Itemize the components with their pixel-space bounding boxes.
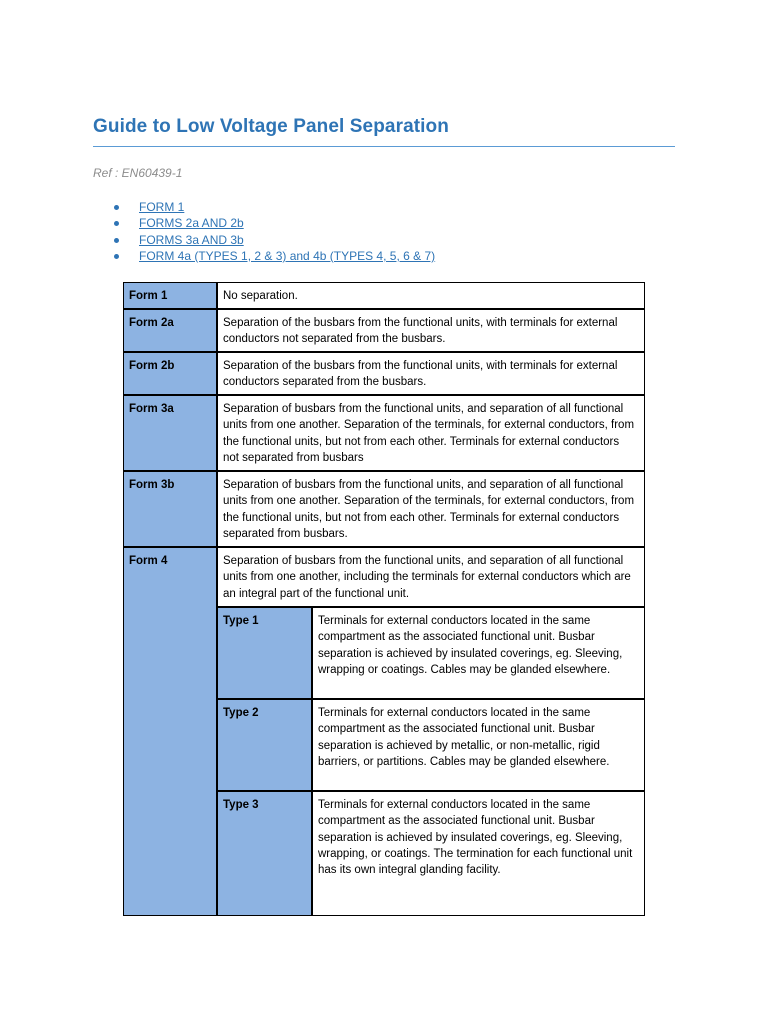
type-description-text: Terminals for external conductors located in the same compartment as the associated functional unit. Busbar separation is achieved by insulated coverings, eg. Sleeving, wrapping, or coatings. The termination for each functional unit has its own integral glanding facility. [318, 799, 633, 877]
list-item [112, 248, 435, 264]
page-title: Guide to Low Voltage Panel Separation [93, 116, 449, 137]
link-form-4[interactable]: FORM 4a (TYPES 1, 2 & 3) and 4b (TYPES 4, 5, 6 & 7) [139, 248, 436, 263]
type-description-text: Terminals for external conductors located in the same compartment as the associated functional unit. Busbar separation is achieved by insulated coverings, eg. Sleeving, wrapping or coatings. Cables may be glanded elsewhere. [318, 615, 623, 676]
form-description-text: Separation of busbars from the functional units, and separation of all functional units from one another, including the terminals for external conductors which are an integral part of the functional unit. [223, 555, 631, 600]
type-label [217, 791, 312, 916]
list-item [112, 199, 435, 215]
form-description-text: No separation. [223, 290, 298, 302]
form-description [217, 471, 645, 547]
reference-note: Ref : EN60439-1 [93, 166, 183, 180]
form-description-text: Separation of busbars from the functional units, and separation of all functional units from one another. Separation of the terminals, for external conductors, from the functional units, but not from each other. Terminals for external conductors not separated from busbars [223, 403, 635, 464]
bullet-icon [114, 254, 119, 259]
bullet-icon [114, 238, 119, 243]
list-item [112, 215, 435, 231]
form-label [123, 282, 217, 309]
form-label [123, 547, 217, 916]
form-label-text: Form 1 [129, 290, 168, 302]
form-label [123, 352, 217, 395]
form-label-text: Form 2a [129, 317, 174, 329]
form-description-text: Separation of busbars from the functional units, and separation of all functional units from one another. Separation of the terminals, for external conductors, from the functional units, but not from each other. Terminals for external conductors separated from busbars. [223, 479, 635, 540]
form-label [123, 309, 217, 352]
form-description-text: Separation of the busbars from the functional units, with terminals for external conductors separated from the busbars. [223, 360, 618, 389]
type-description [312, 607, 645, 699]
form-description [217, 352, 645, 395]
link-forms-3[interactable]: FORMS 3a AND 3b [139, 232, 244, 247]
type-label-text: Type 3 [223, 799, 259, 811]
form-description [217, 309, 645, 352]
form-label-text: Form 3a [129, 403, 174, 415]
form-label [123, 395, 217, 471]
form-label-text: Form 3b [129, 479, 175, 491]
type-description [312, 699, 645, 791]
type-label [217, 607, 312, 699]
section-links [112, 199, 435, 264]
type-label [217, 699, 312, 791]
list-item [112, 232, 435, 248]
type-label-text: Type 1 [223, 615, 259, 627]
form-description [217, 547, 645, 607]
form-label-text: Form 4 [129, 555, 168, 567]
type-description-text: Terminals for external conductors located in the same compartment as the associated functional unit. Busbar separation is achieved by metallic, or non-metallic, rigid barriers, or partitions. Cables may be glanded elsewhere. [318, 707, 610, 768]
type-label-text: Type 2 [223, 707, 259, 719]
type-description [312, 791, 645, 916]
form-description [217, 282, 645, 309]
bullet-icon [114, 221, 119, 226]
form-description-text: Separation of the busbars from the functional units, with terminals for external conductors not separated from the busbars. [223, 317, 618, 346]
form-label-text: Form 2b [129, 360, 175, 372]
title-underline [93, 146, 675, 147]
form-description [217, 395, 645, 471]
bullet-icon [114, 205, 119, 210]
link-forms-2[interactable]: FORMS 2a AND 2b [139, 216, 244, 231]
form-label [123, 471, 217, 547]
link-form-1[interactable]: FORM 1 [139, 200, 185, 214]
